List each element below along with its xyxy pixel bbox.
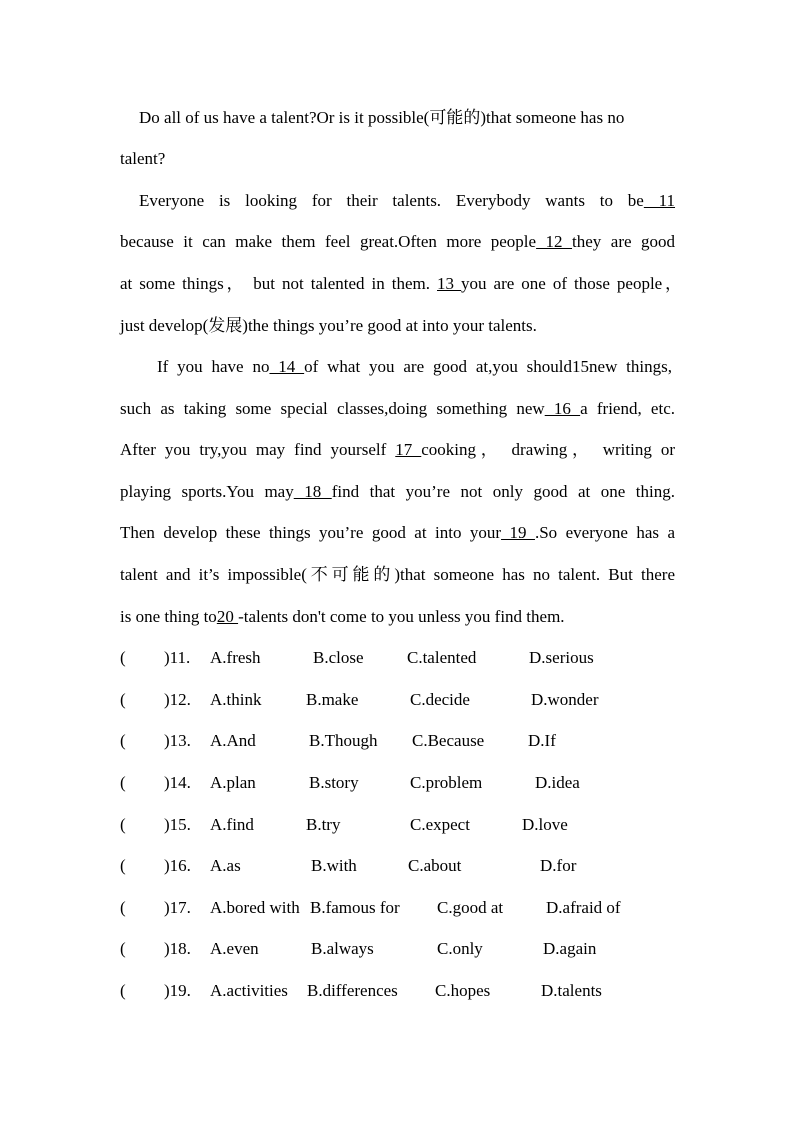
- option-b: B.make: [306, 690, 359, 709]
- question-number: )15.: [164, 815, 191, 834]
- option-d: D.wonder: [531, 690, 599, 709]
- question-17: [120, 897, 680, 919]
- option-d: D.love: [522, 815, 568, 834]
- answer-bracket: (: [120, 981, 126, 1000]
- passage-text: at some things， but not talented in them.: [120, 274, 438, 293]
- passage-text: a friend, etc.: [580, 399, 675, 418]
- option-a: A.bored with: [210, 898, 300, 917]
- question-number: )13.: [164, 731, 191, 750]
- question-13: [120, 730, 680, 752]
- passage-line-6: [120, 315, 537, 337]
- option-d: D.serious: [529, 648, 594, 667]
- option-b: B.famous for: [310, 898, 400, 917]
- question-11: [120, 647, 680, 669]
- passage-text: such as taking some special classes,doing something new: [120, 399, 545, 418]
- option-c: C.hopes: [435, 981, 491, 1000]
- option-c: C.good at: [437, 898, 504, 917]
- passage-text: because it can make them feel great.Often more people: [120, 232, 537, 251]
- passage-line-2: [120, 148, 165, 170]
- option-a: A.activities: [210, 981, 288, 1000]
- answer-bracket: (: [120, 648, 126, 667]
- passage-text: is one thing to: [120, 607, 217, 626]
- answer-bracket: (: [120, 815, 126, 834]
- option-a: A.find: [210, 815, 254, 834]
- passage-line-1: [139, 107, 624, 129]
- passage-line-12: [120, 564, 675, 586]
- option-a: A.fresh: [210, 648, 261, 667]
- option-c: C.about: [408, 856, 462, 875]
- blank-12: 12: [536, 232, 573, 251]
- option-c: C.expect: [410, 815, 470, 834]
- question-number: )14.: [164, 773, 191, 792]
- option-c: C.Because: [412, 731, 485, 750]
- option-d: D.again: [543, 939, 597, 958]
- option-c: C.problem: [410, 773, 483, 792]
- passage-text: playing sports.You may: [120, 482, 294, 501]
- passage-text: of what you are good at,you should15new things,: [304, 357, 672, 376]
- question-number: )18.: [164, 939, 191, 958]
- question-number: )19.: [164, 981, 191, 1000]
- passage-line-5: [120, 273, 682, 295]
- question-number: )16.: [164, 856, 191, 875]
- blank-17: 17: [395, 440, 422, 459]
- option-a: A.And: [210, 731, 256, 750]
- passage-text: Then develop these things you’re good at into your: [120, 523, 502, 542]
- blank-13: 13: [437, 274, 462, 293]
- option-d: D.If: [528, 731, 556, 750]
- question-12: [120, 689, 680, 711]
- option-b: B.always: [311, 939, 374, 958]
- passage-line-8: [120, 398, 675, 420]
- option-b: B.story: [309, 773, 359, 792]
- option-b: B.Though: [309, 731, 378, 750]
- option-c: C.talented: [407, 648, 477, 667]
- passage-text: talent?: [120, 149, 166, 168]
- option-b: B.differences: [307, 981, 398, 1000]
- passage-line-7: [157, 356, 672, 378]
- blank-19: 19: [501, 523, 535, 542]
- question-18: [120, 938, 680, 960]
- question-16: [120, 855, 680, 877]
- passage-text: Do all of us have a talent?Or is it possible(可能的)that someone has no: [139, 108, 625, 127]
- passage-text: they are good: [572, 232, 675, 251]
- blank-14: 14: [269, 357, 305, 376]
- blank-11: 11: [643, 191, 676, 210]
- answer-bracket: (: [120, 939, 126, 958]
- question-14: [120, 772, 680, 794]
- blank-20: 20: [216, 607, 239, 626]
- passage-text: you are one of those people，: [461, 274, 682, 293]
- passage-text: If you have no: [157, 357, 270, 376]
- option-b: B.with: [311, 856, 357, 875]
- passage-text: Everyone is looking for their talents. Everybody wants to be: [139, 191, 644, 210]
- passage-text: find that you’re not only good at one thing.: [331, 482, 675, 501]
- option-d: D.afraid of: [546, 898, 621, 917]
- passage-line-9: [120, 439, 675, 461]
- blank-18: 18: [293, 482, 332, 501]
- option-a: A.plan: [210, 773, 256, 792]
- option-a: A.even: [210, 939, 259, 958]
- passage-line-4: [120, 231, 675, 253]
- question-number: )17.: [164, 898, 191, 917]
- passage-line-3: [139, 190, 675, 212]
- blank-16: 16: [544, 399, 581, 418]
- question-number: )12.: [164, 690, 191, 709]
- passage-text: After you try,you may find yourself: [120, 440, 396, 459]
- answer-bracket: (: [120, 731, 126, 750]
- option-d: D.idea: [535, 773, 580, 792]
- option-c: C.only: [437, 939, 483, 958]
- answer-bracket: (: [120, 690, 126, 709]
- option-a: A.as: [210, 856, 241, 875]
- answer-bracket: (: [120, 773, 126, 792]
- answer-bracket: (: [120, 898, 126, 917]
- passage-text: just develop(发展)the things you’re good at into your talents.: [120, 316, 537, 335]
- passage-line-13: [120, 606, 565, 628]
- passage-text: cooking， drawing， writing or: [421, 440, 676, 459]
- passage-line-10: [120, 481, 675, 503]
- answer-bracket: (: [120, 856, 126, 875]
- option-d: D.for: [540, 856, 577, 875]
- question-19: [120, 980, 680, 1002]
- option-b: B.try: [306, 815, 341, 834]
- passage-text: -talents don't come to you unless you find them.: [238, 607, 565, 626]
- option-a: A.think: [210, 690, 262, 709]
- option-d: D.talents: [541, 981, 602, 1000]
- passage-text: talent and it’s impossible(不可能的)that someone has no talent. But there: [120, 565, 675, 584]
- question-15: [120, 814, 680, 836]
- passage-text: .So everyone has a: [534, 523, 675, 542]
- question-number: )11.: [164, 648, 191, 667]
- option-c: C.decide: [410, 690, 470, 709]
- passage-line-11: [120, 522, 675, 544]
- option-b: B.close: [313, 648, 364, 667]
